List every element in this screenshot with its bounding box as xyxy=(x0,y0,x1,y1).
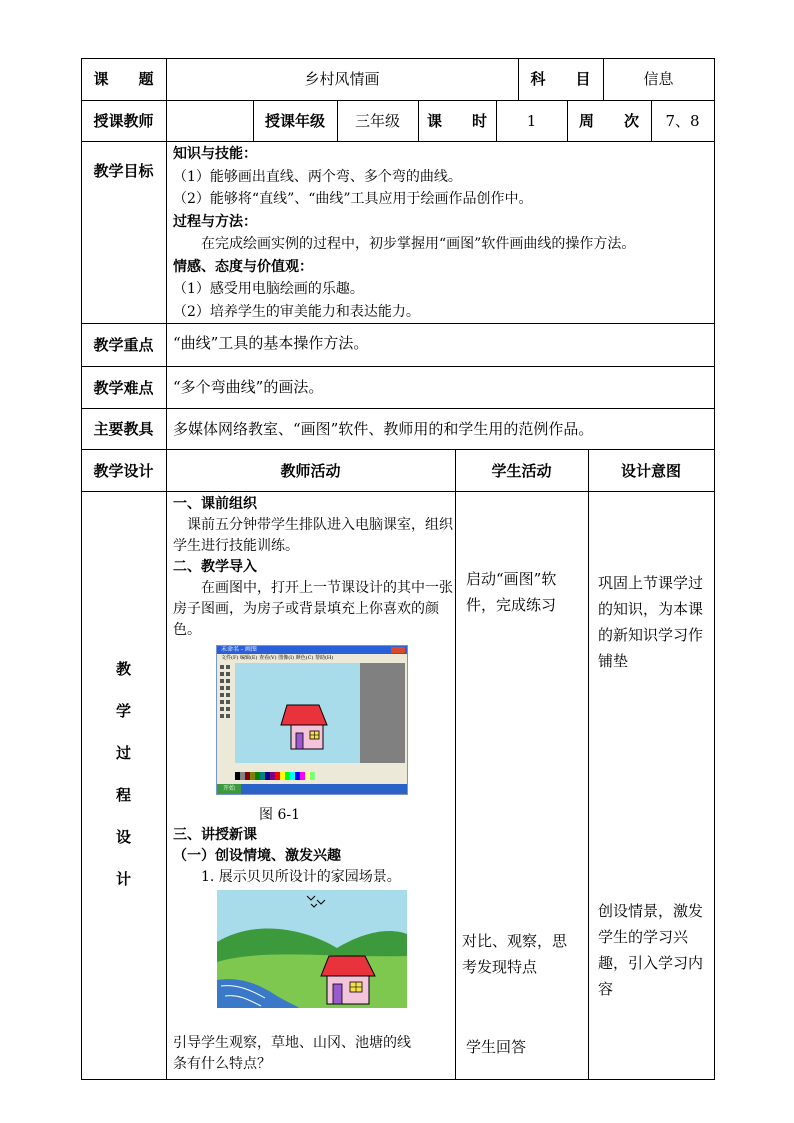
process-char: 学 xyxy=(115,702,131,720)
section-1-text: 课前五分钟带学生排队进入电脑课室，组织学生进行技能训练。 xyxy=(173,517,453,554)
week-value: 7、8 xyxy=(665,112,700,130)
section-1-title: 一、课前组织 xyxy=(173,496,257,512)
difficulty-text: “多个弯曲线”的画法。 xyxy=(173,378,324,396)
teacher-activity-header: 教师活动 xyxy=(280,462,341,480)
section-3-title: 三、讲授新课 xyxy=(173,827,257,843)
paint-canvas xyxy=(235,663,360,763)
canvas-gray-area xyxy=(360,663,405,763)
section-3-subtitle: （一）创设情境、激发兴趣 xyxy=(173,848,341,864)
house-icon xyxy=(235,663,360,763)
process-char: 过 xyxy=(115,744,131,762)
goal-line: （1）能够画出直线、两个弯、多个弯的曲线。 xyxy=(173,168,462,185)
scene-drawing xyxy=(217,890,407,1008)
intent-1: 巩固上节课学过的知识，为本课的新知识学习作铺垫 xyxy=(598,574,704,670)
topic-label: 课 题 xyxy=(93,70,154,88)
difficulty-label: 教学难点 xyxy=(93,379,154,397)
process-vertical-label xyxy=(81,658,166,910)
goal-line: （2）培养学生的审美能力和表达能力。 xyxy=(173,303,420,320)
tool-icons xyxy=(217,662,233,742)
paint-window-figure xyxy=(216,645,408,795)
section-3-item: 1. 展示贝贝所设计的家园场景。 xyxy=(173,869,401,885)
key-points-label: 教学重点 xyxy=(93,336,154,354)
section-2-text: 在画图中，打开上一节课设计的其中一张房子图画，为房子或背景填充上你喜欢的颜色。 xyxy=(173,580,453,638)
design-label: 教学设计 xyxy=(93,462,154,480)
student-activity-2: 对比、观察，思考发现特点 xyxy=(462,932,568,976)
color-palette xyxy=(235,765,355,773)
toolbox xyxy=(217,662,233,766)
student-activity-3: 学生回答 xyxy=(466,1038,527,1056)
countryside-scene-figure xyxy=(217,890,407,1008)
section-3-question: 引导学生观察，草地、山冈、池塘的线条有什么特点？ xyxy=(173,1035,411,1072)
start-button: 开始 xyxy=(217,784,241,794)
goal-line: （2）能够将“直线”、“曲线”工具应用于绘画作品创作中。 xyxy=(173,191,533,207)
teacher-label: 授课教师 xyxy=(93,112,154,130)
grade-label: 授课年级 xyxy=(264,112,325,130)
student-activity-1: 启动“画图”软件，完成练习 xyxy=(466,570,557,614)
close-icon xyxy=(391,647,405,653)
subject-value: 信息 xyxy=(643,70,674,88)
subject-label: 科 目 xyxy=(530,70,591,88)
paint-title: 未命名 - 画图 xyxy=(217,646,408,654)
process-char: 计 xyxy=(115,870,131,888)
palette-swatches xyxy=(235,772,355,780)
goal-heading: 情感、态度与价值观： xyxy=(173,258,313,275)
tools-label: 主要教具 xyxy=(93,420,154,438)
goal-heading: 知识与技能： xyxy=(173,146,257,162)
intent-header: 设计意图 xyxy=(620,462,681,480)
week-label: 周 次 xyxy=(578,112,639,130)
period-label: 课 时 xyxy=(426,112,487,130)
grade-value: 三年级 xyxy=(354,112,400,130)
goal-line: （1）感受用电脑绘画的乐趣。 xyxy=(173,281,364,297)
section-2-title: 二、教学导入 xyxy=(173,559,257,575)
process-char: 设 xyxy=(115,828,131,846)
goals-label: 教学目标 xyxy=(93,162,154,180)
process-char: 教 xyxy=(115,660,131,678)
topic-value: 乡村风情画 xyxy=(304,70,380,88)
goal-line: 在完成绘画实例的过程中，初步掌握用“画图”软件画曲线的操作方法。 xyxy=(173,236,636,252)
taskbar xyxy=(217,784,407,794)
goals-text xyxy=(173,143,711,323)
goal-heading: 过程与方法： xyxy=(173,213,257,230)
figure-caption: 图 6-1 xyxy=(259,807,300,823)
intent-2: 创设情景，激发学生的学习兴趣，引入学习内容 xyxy=(598,902,704,998)
period-value: 1 xyxy=(526,112,537,130)
process-char: 程 xyxy=(115,786,131,804)
tools-text: 多媒体网络教室、“画图”软件、教师用的和学生用的范例作品。 xyxy=(173,420,594,438)
key-points-text: “曲线”工具的基本操作方法。 xyxy=(173,334,369,352)
paint-menu: 文件(F) 编辑(E) 查看(V) 图像(I) 颜色(C) 帮助(H) xyxy=(221,655,334,661)
student-activity-header: 学生活动 xyxy=(491,462,552,480)
lesson-plan-table xyxy=(81,58,715,1080)
